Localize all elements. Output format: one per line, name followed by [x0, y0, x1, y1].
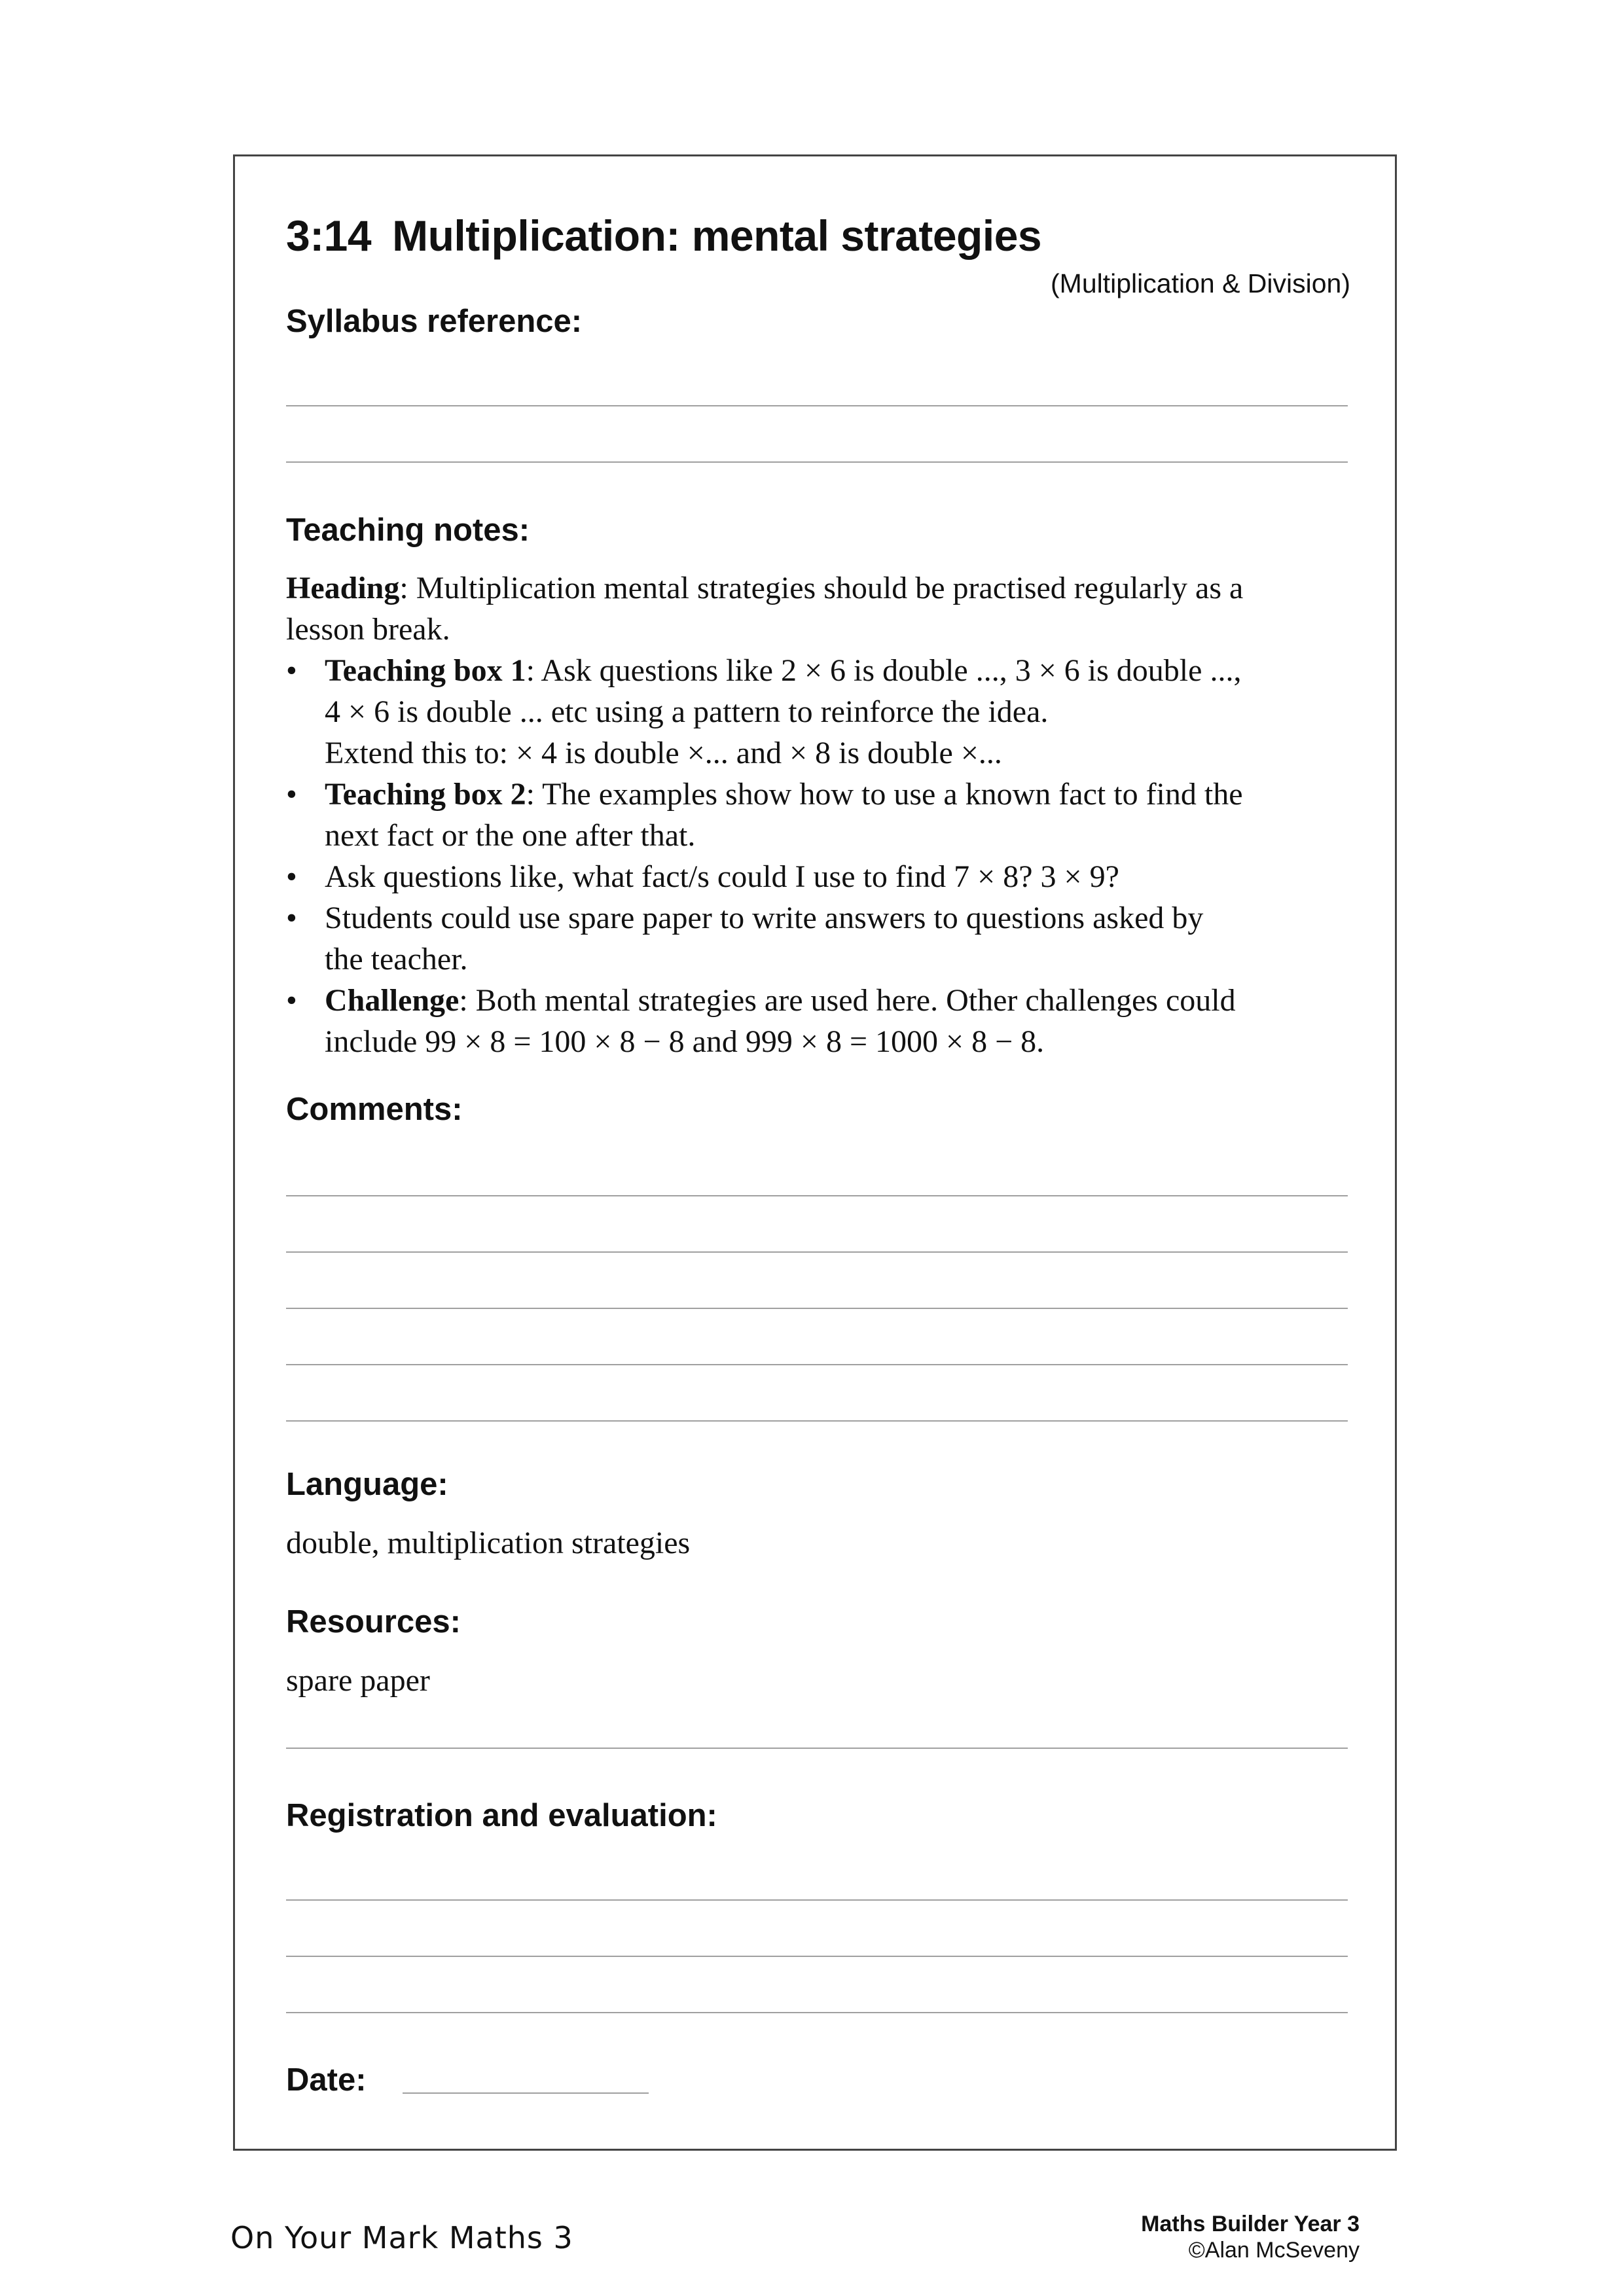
resources-line	[286, 1748, 1348, 1749]
intro-paragraph-continued: lesson break.	[286, 612, 450, 647]
strand-label: (Multiplication & Division)	[1051, 268, 1350, 298]
bullet-icon: •	[286, 653, 297, 688]
bullet-line: 4 × 6 is double ... etc using a pattern to reinforce the idea.	[325, 694, 1049, 729]
comments-line-1	[286, 1195, 1348, 1196]
teaching-notes-body	[286, 567, 1366, 1062]
syllabus-line-2	[286, 461, 1348, 463]
bullet-icon: •	[286, 859, 297, 894]
registration-line-3	[286, 2012, 1348, 2013]
intro-text: : Multiplication mental strategies should be practised regularly as a	[399, 571, 1244, 605]
footer-series-title: On Your Mark Maths 3	[230, 2220, 573, 2255]
bullet-line: Ask questions like, what fact/s could I use to find 7 × 8? 3 × 9?	[325, 859, 1119, 894]
bullet-line: : Ask questions like 2 × 6 is double ..., 3 × 6 is double ...,	[526, 653, 1242, 688]
comments-heading: Comments:	[286, 1092, 463, 1127]
list-item	[286, 856, 1366, 897]
comments-line-5	[286, 1420, 1348, 1422]
list-item	[286, 980, 1366, 1062]
bullet-label: Teaching box 2	[325, 777, 526, 812]
bullet-line: Students could use spare paper to write answers to questions asked by	[325, 901, 1204, 935]
comments-line-2	[286, 1251, 1348, 1253]
registration-heading: Registration and evaluation:	[286, 1798, 717, 1833]
bullet-icon: •	[286, 901, 297, 935]
list-item	[286, 897, 1366, 980]
bullet-line: Extend this to: × 4 is double ×... and × 8 is double ×...	[325, 736, 1002, 770]
footer-credit	[1141, 2211, 1360, 2263]
registration-line-1	[286, 1899, 1348, 1901]
list-item	[286, 774, 1366, 856]
bullet-line: include 99 × 8 = 100 × 8 − 8 and 999 × 8 = 1000 × 8 − 8.	[325, 1024, 1045, 1059]
teaching-notes-heading: Teaching notes:	[286, 512, 530, 548]
language-text: double, multiplication strategies	[286, 1526, 691, 1560]
intro-paragraph	[286, 567, 1366, 609]
resources-heading: Resources:	[286, 1604, 461, 1640]
bullet-label: Teaching box 1	[325, 653, 526, 688]
lesson-number: 3:14	[286, 211, 372, 260]
intro-label: Heading	[286, 571, 400, 605]
comments-line-3	[286, 1308, 1348, 1309]
page-title	[286, 211, 1041, 260]
date-field-line	[403, 2092, 649, 2094]
bullet-label: Challenge	[325, 983, 460, 1018]
footer-copyright: ©Alan McSeveny	[1188, 2238, 1360, 2263]
resources-text: spare paper	[286, 1663, 430, 1698]
page-frame	[233, 154, 1397, 2151]
teaching-notes-list	[286, 650, 1366, 1062]
comments-line-4	[286, 1364, 1348, 1365]
footer-brand: Maths Builder Year 3	[1141, 2212, 1360, 2236]
date-label: Date:	[286, 2062, 367, 2098]
lesson-title: Multiplication: mental strategies	[392, 211, 1042, 260]
syllabus-heading: Syllabus reference:	[286, 304, 583, 339]
bullet-icon: •	[286, 983, 297, 1018]
bullet-line: : Both mental strategies are used here. Other challenges could	[459, 983, 1236, 1018]
language-heading: Language:	[286, 1467, 448, 1502]
bullet-line: the teacher.	[325, 942, 468, 977]
bullet-line: next fact or the one after that.	[325, 818, 696, 853]
bullet-line: : The examples show how to use a known fact to find the	[526, 777, 1243, 812]
syllabus-line-1	[286, 405, 1348, 406]
list-item	[286, 650, 1366, 774]
registration-line-2	[286, 1956, 1348, 1957]
bullet-icon: •	[286, 777, 297, 812]
